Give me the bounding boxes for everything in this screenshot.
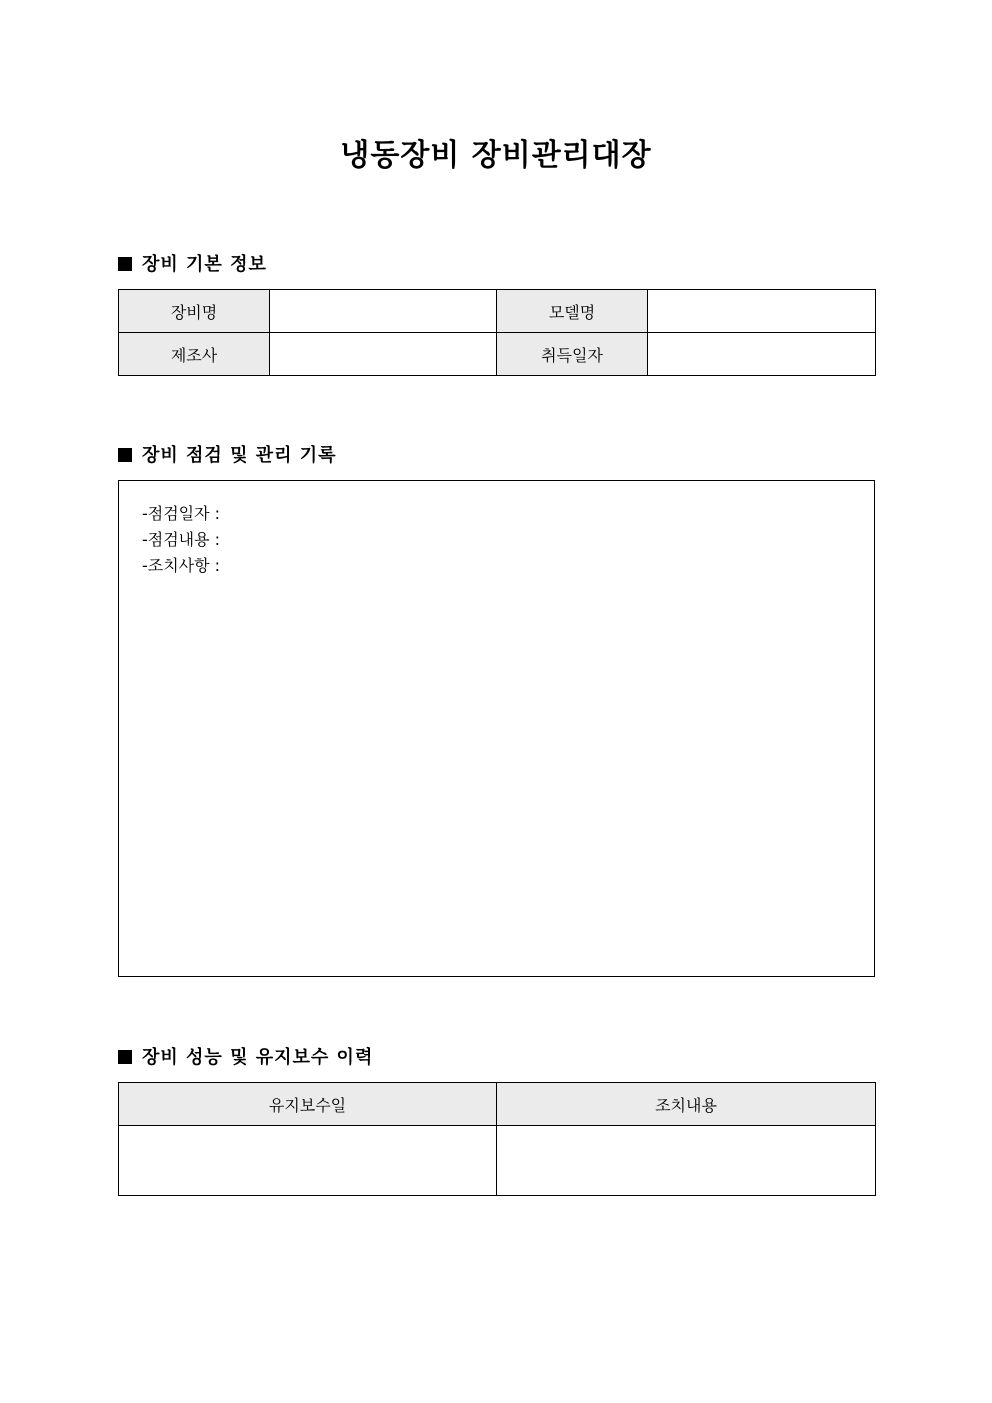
manufacturer-field[interactable] <box>270 333 497 376</box>
table-row <box>119 1126 876 1196</box>
table-row <box>119 290 876 333</box>
basic-info-table <box>118 289 876 376</box>
inspection-date-line: -점검일자 : <box>142 504 221 523</box>
black-square-icon <box>118 448 132 462</box>
acquisition-date-field[interactable] <box>648 333 876 376</box>
table-row <box>119 333 876 376</box>
section-heading-basic-info <box>118 253 267 277</box>
label-acquisition-date: 취득일자 <box>497 333 648 376</box>
action-taken-line: -조치사항 : <box>142 556 221 575</box>
label-equipment-name: 장비명 <box>119 290 270 333</box>
section-heading-inspection-record <box>118 444 337 468</box>
section-heading-text: 장비 성능 및 유지보수 이력 <box>142 1047 374 1068</box>
action-content-cell[interactable] <box>497 1126 876 1196</box>
label-manufacturer: 제조사 <box>119 333 270 376</box>
column-header-action-content: 조치내용 <box>497 1083 876 1126</box>
section-heading-text: 장비 점검 및 관리 기록 <box>142 445 337 466</box>
section-heading-maintenance-history <box>118 1046 373 1070</box>
inspection-record-lines <box>142 501 220 579</box>
inspection-content-line: -점검내용 : <box>142 530 221 549</box>
maintenance-history-table <box>118 1082 876 1196</box>
inspection-record-box[interactable] <box>118 480 875 977</box>
equipment-name-field[interactable] <box>270 290 497 333</box>
black-square-icon <box>118 257 132 271</box>
maintenance-date-cell[interactable] <box>119 1126 497 1196</box>
column-header-maintenance-date: 유지보수일 <box>119 1083 497 1126</box>
black-square-icon <box>118 1050 132 1064</box>
model-name-field[interactable] <box>648 290 876 333</box>
table-header-row <box>119 1083 876 1126</box>
document-title: 냉동장비 장비관리대장 <box>340 138 652 173</box>
section-heading-text: 장비 기본 정보 <box>142 254 267 275</box>
label-model-name: 모델명 <box>497 290 648 333</box>
